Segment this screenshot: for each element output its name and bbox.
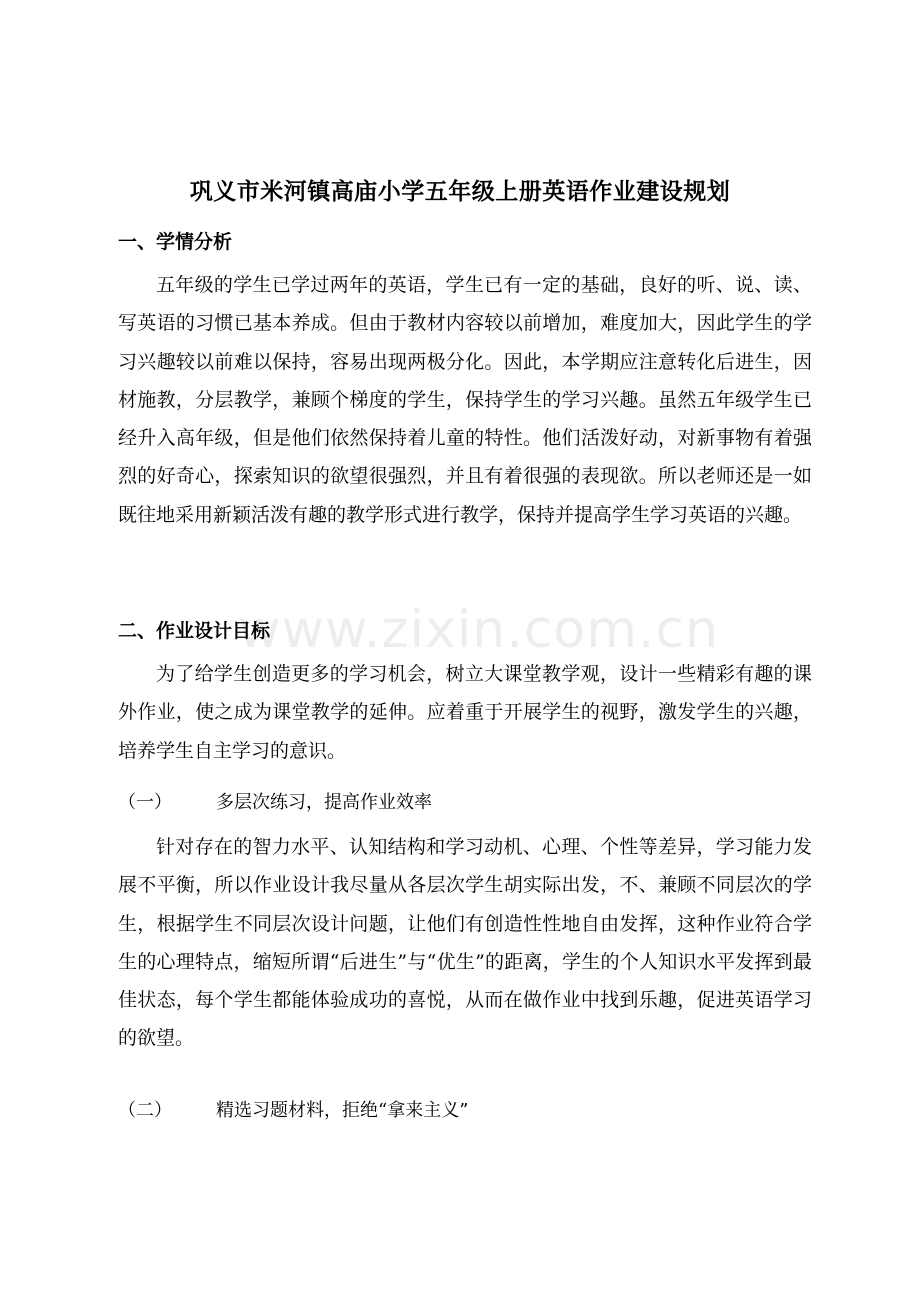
document-title: 巩义市米河镇高庙小学五年级上册英语作业建设规划 xyxy=(189,179,731,205)
subheading-multilevel-practice xyxy=(118,788,432,818)
section-paragraph-homework-goals: 为了给学生创造更多的学习机会，树立大课堂教学观，设计一些精彩有趣的课外作业，使之成为课堂教学的延伸。应着重于开展学生的视野，激发学生的兴趣，培养学生自主学习的意识。 xyxy=(118,663,812,762)
subheading-title: 多层次练习，提高作业效率 xyxy=(216,792,432,813)
section-paragraph-learning-analysis: 五年级的学生已学过两年的英语，学生已有一定的基础，良好的听、说、读、写英语的习惯已基本养成。但由于教材内容较以前增加，难度加大，因此学生的学习兴趣较以前难以保持，容易出现两极分化。因此，本学期应注意转化后进生，因材施教，分层教学，兼顾个梯度的学生，保持学生的学习兴趣。虽然五年级学生已经升入高年级，但是他们依然保持着儿童的特性。他们活泼好动，对新事物有着强烈的好奇心，探索知识的欲望很强烈，并且有着很强的表现欲。所以老师还是一如既往地采用新颖活泼有趣的教学形式进行教学，保持并提高学生学习英语的兴趣。 xyxy=(118,274,812,526)
subheading-select-materials xyxy=(118,1096,468,1126)
watermark: www.zixin.com.cn xyxy=(238,600,719,660)
section-heading-learning-analysis: 一、学情分析 xyxy=(118,231,233,253)
section-heading-homework-goals: 二、作业设计目标 xyxy=(118,620,271,642)
subheading-number: （二） xyxy=(118,1100,172,1121)
subheading-number: （一） xyxy=(118,792,172,813)
subsection-paragraph-multilevel-practice: 针对存在的智力水平、认知结构和学习动机、心理、个性等差异，学习能力发展不平衡，所以作业设计我尽量从各层次学生胡实际出发，不、兼顾不同层次的学生，根据学生不同层次设计问题，让他们有创造性性地自由发挥，这种作业符合学生的心理特点，缩短所谓“后进生”与“优生”的距离，学生的个人知识水平发挥到最佳状态，每个学生都能体验成功的喜悦，从而在做作业中找到乐趣，促进英语学习的欲望。 xyxy=(118,836,812,1050)
subheading-title: 精选习题材料，拒绝“拿来主义” xyxy=(216,1100,469,1121)
